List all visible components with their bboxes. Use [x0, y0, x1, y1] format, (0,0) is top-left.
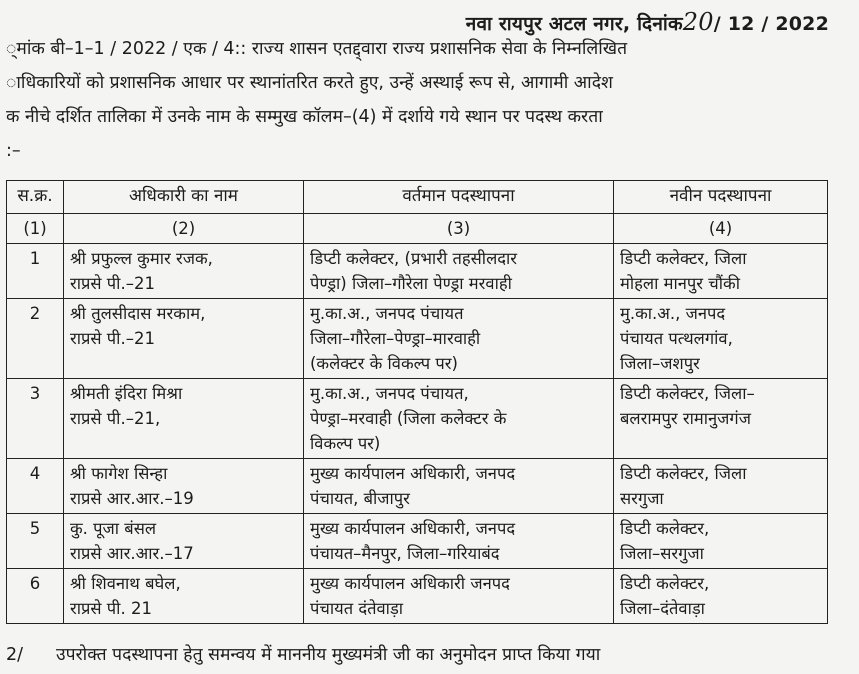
table-row [7, 379, 828, 459]
footer-paragraph [6, 642, 846, 666]
header-serial: स.क्र. [7, 181, 64, 214]
serial-cell: 2 [7, 299, 64, 379]
table-row [7, 569, 828, 624]
table-row [7, 459, 828, 514]
table-row [7, 244, 828, 299]
current-posting-cell: मुख्य कार्यपालन अधिकारी जनपद पंचायत दंतेवाड़ा [304, 569, 614, 624]
new-posting-cell: डिप्टी कलेक्टर, जिला मोहला मानपुर चौंकी [614, 244, 828, 299]
officer-name-cell: श्री फागेश सिन्हा राप्रसे आर.आर.–19 [64, 459, 304, 514]
current-posting-cell: मुख्य कार्यपालन अधिकारी, जनपद पंचायत, बीजापुर [304, 459, 614, 514]
handwritten-date-day: 20 [682, 8, 714, 36]
serial-cell: 3 [7, 379, 64, 459]
paragraph-number: 2/ [6, 645, 24, 665]
date-month-year: / 12 / 2022 [713, 13, 829, 35]
new-posting-cell: डिप्टी कलेक्टर, जिला– बलरामपुर रामानुजगंज [614, 379, 828, 459]
order-text-line-3: क नीचे दर्शित तालिका में उनके नाम के सम्मुख कॉलम–(4) में दर्शाये गये स्थान पर पदस्थ करता [6, 107, 603, 127]
header-officer-name: अधिकारी का नाम [64, 181, 304, 214]
new-posting-cell: डिप्टी कलेक्टर, जिला सरगुजा [614, 459, 828, 514]
footer-text: उपरोक्त पदस्थापना हेतु समन्वय में माननीय मुख्यमंत्री जी का अनुमोदन प्राप्त किया गया [56, 645, 601, 665]
current-posting-cell: मु.का.अ., जनपद पंचायत जिला–गौरेला–पेण्ड्रा–मारवाही (कलेक्टर के विकल्प पर) [304, 299, 614, 379]
officer-name-cell: कु. पूजा बंसल राप्रसे आर.आर.–17 [64, 514, 304, 569]
col-number: (1) [7, 214, 64, 244]
serial-cell: 1 [7, 244, 64, 299]
new-posting-cell: डिप्टी कलेक्टर, जिला–सरगुजा [614, 514, 828, 569]
serial-cell: 5 [7, 514, 64, 569]
new-posting-cell: डिप्टी कलेक्टर, जिला–दंतेवाड़ा [614, 569, 828, 624]
serial-cell: 4 [7, 459, 64, 514]
officer-name-cell: श्रीमती इंदिरा मिश्रा राप्रसे पी.–21, [64, 379, 304, 459]
order-text-line-1: ्मांक बी–1–1 / 2022 / एक / 4:: राज्य शासन एतद्द्वारा राज्य प्रशासनिक सेवा के निम्नलिखित [6, 39, 628, 59]
order-text-line-2: ाधिकारियों को प्रशासनिक आधार पर स्थानांतरित करते हुए, उन्हें अस्थाई रूप से, आगामी आदेश [6, 73, 613, 93]
officer-name-cell: श्री प्रफुल्ल कुमार रजक, राप्रसे पी.–21 [64, 244, 304, 299]
table-row [7, 299, 828, 379]
current-posting-cell: मु.का.अ., जनपद पंचायत, पेण्ड्रा–मरवाही (जिला कलेक्टर के विकल्प पर) [304, 379, 614, 459]
column-number-row [7, 214, 828, 244]
col-number: (2) [64, 214, 304, 244]
officer-name-cell: श्री शिवनाथ बघेल, राप्रसे पी. 21 [64, 569, 304, 624]
col-number: (3) [304, 214, 614, 244]
serial-cell: 6 [7, 569, 64, 624]
current-posting-cell: डिप्टी कलेक्टर, (प्रभारी तहसीलदार पेण्ड्रा) जिला–गौरेला पेण्ड्रा मरवाही [304, 244, 614, 299]
new-posting-cell: मु.का.अ., जनपद पंचायत पत्थलगांव, जिला–जशपुर [614, 299, 828, 379]
col-number: (4) [614, 214, 828, 244]
table-header-row [7, 181, 828, 214]
header-current-posting: वर्तमान पदस्थापना [304, 181, 614, 214]
officer-name-cell: श्री तुलसीदास मरकाम, राप्रसे पी.–21 [64, 299, 304, 379]
header-new-posting: नवीन पदस्थापना [614, 181, 828, 214]
order-text-line-4: :– [6, 141, 21, 161]
table-row [7, 514, 828, 569]
posting-table [6, 180, 828, 624]
place-label: नवा रायपुर अटल नगर, दिनांक [465, 13, 683, 35]
current-posting-cell: मुख्य कार्यपालन अधिकारी, जनपद पंचायत–मैनपुर, जिला–गरियाबंद [304, 514, 614, 569]
